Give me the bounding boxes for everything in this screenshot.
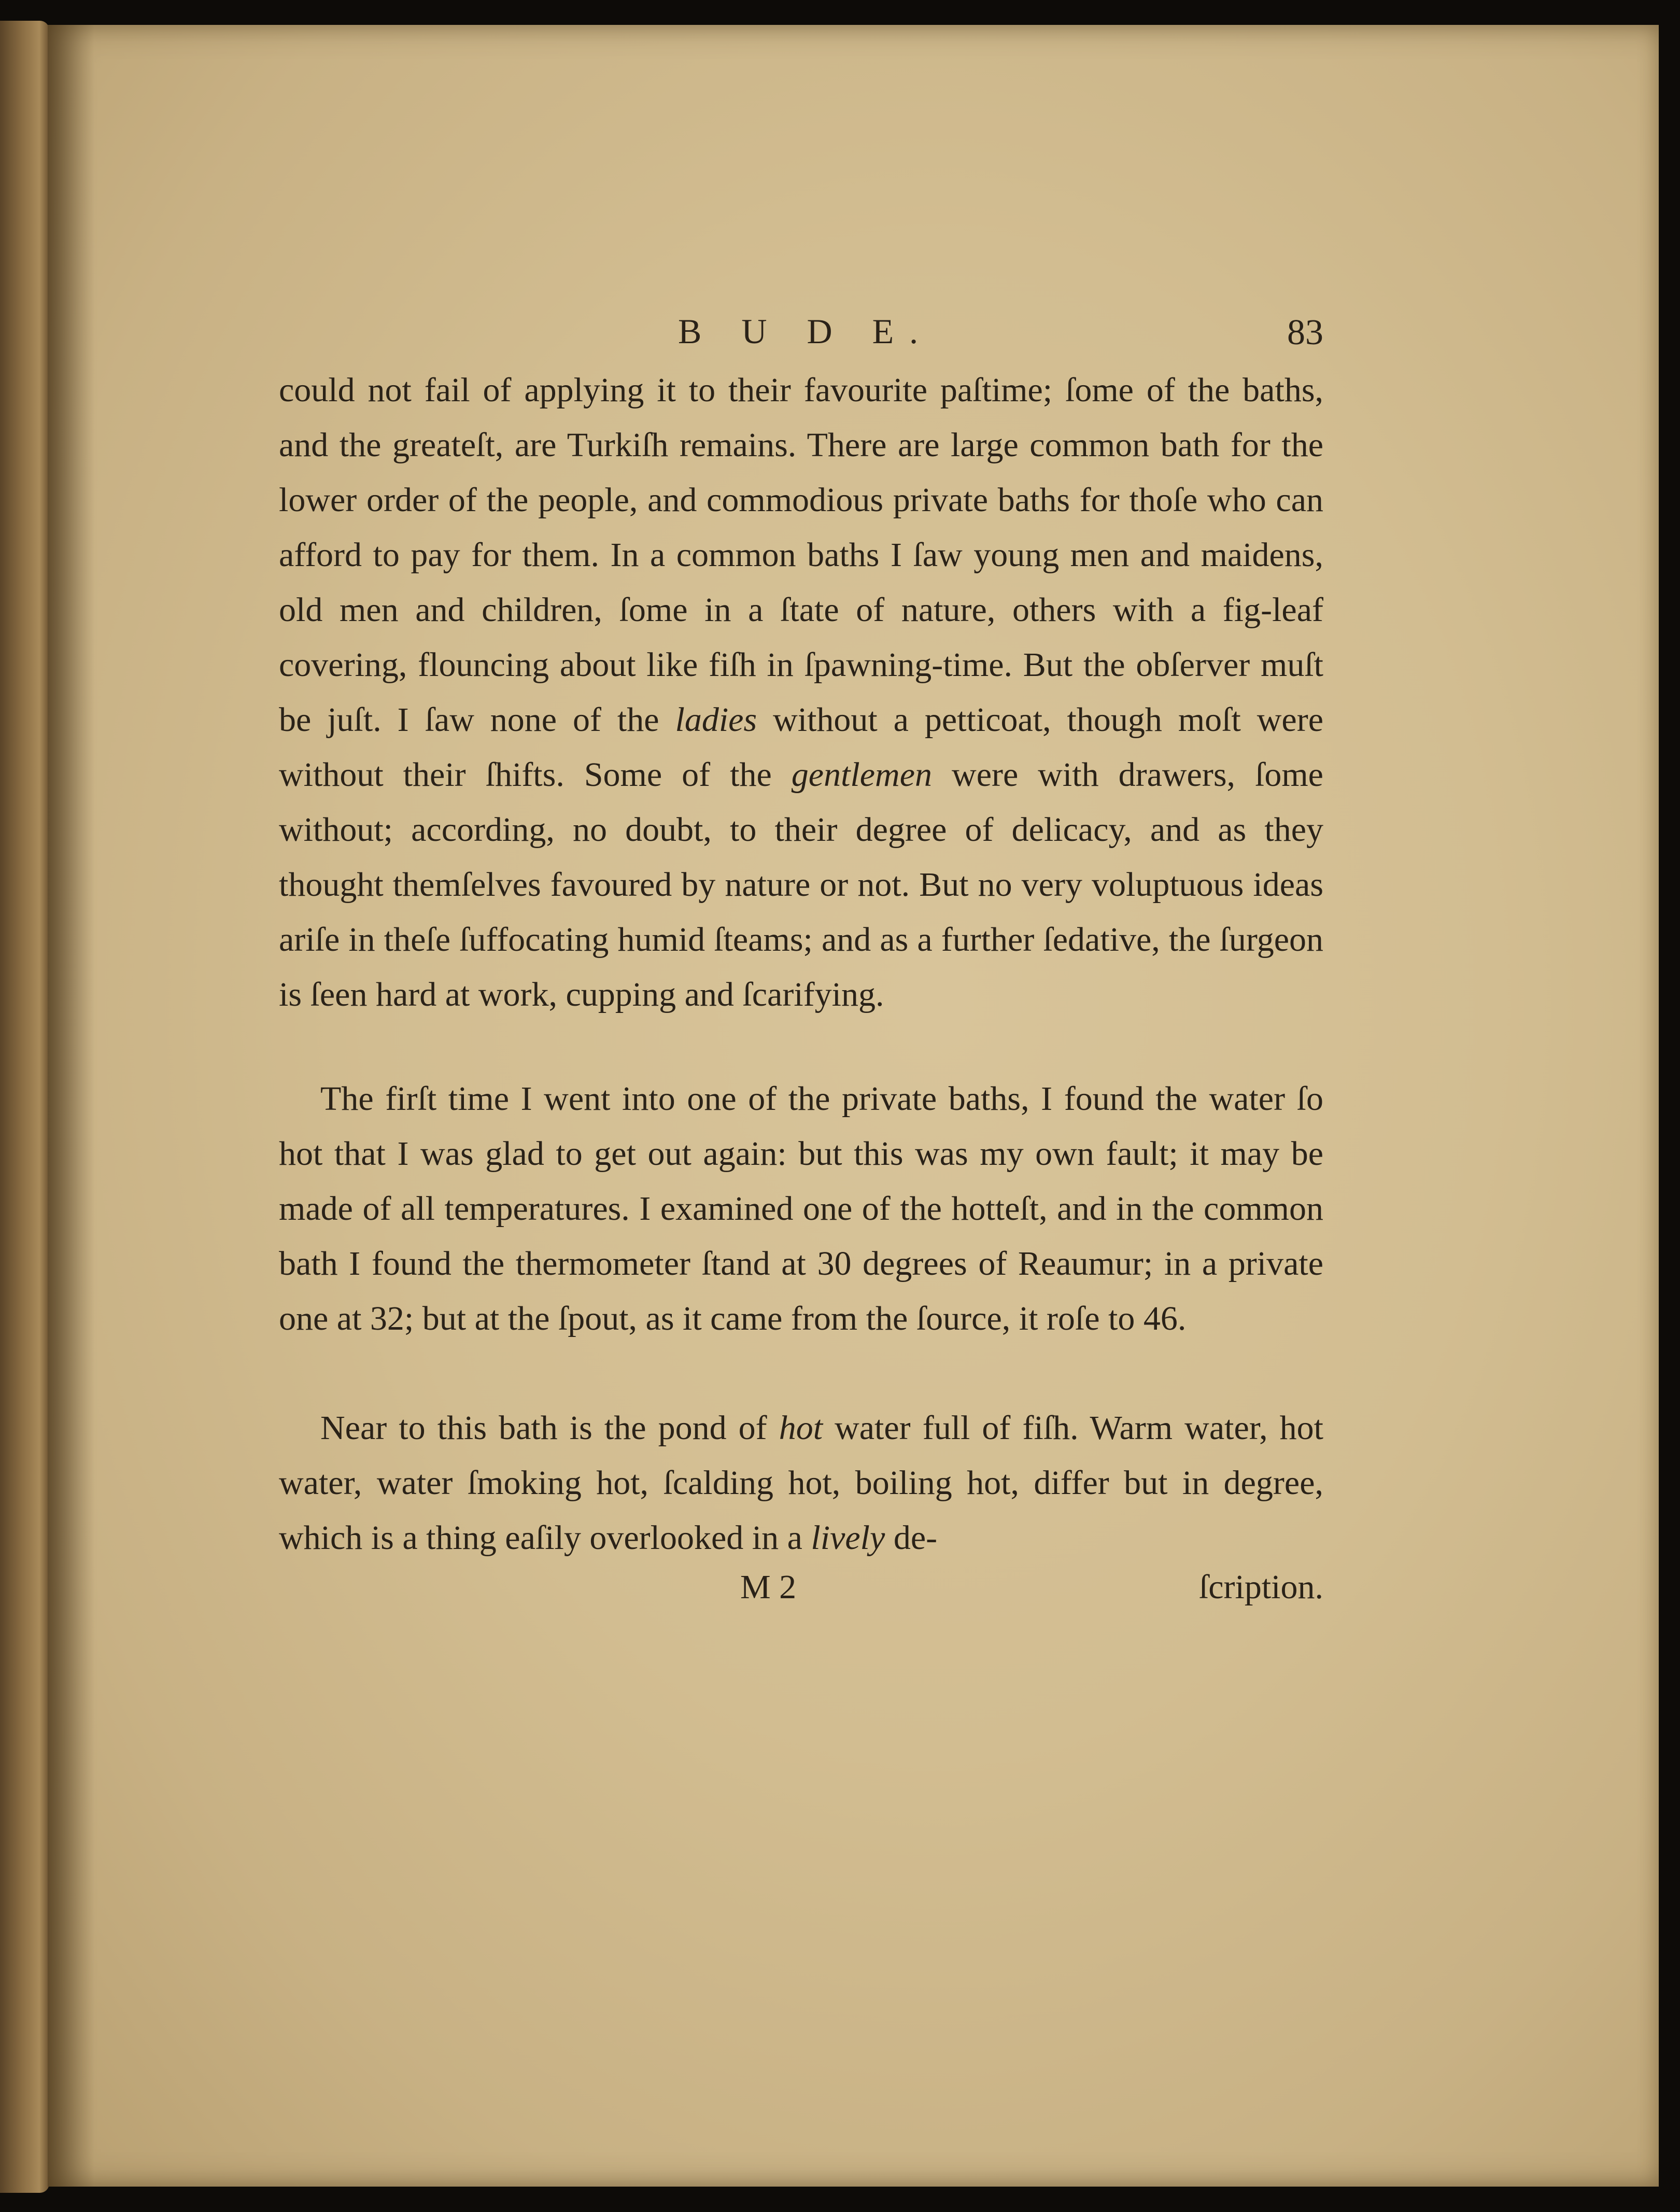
paragraph-3 [279,1401,1323,1566]
running-title: B U D E. [678,312,934,351]
page-number: 83 [1287,313,1323,353]
catchword: ſcription. [1198,1568,1323,1606]
text-run: de- [885,1519,938,1557]
paragraph-1 [279,363,1323,1022]
italic-text: hot [779,1409,823,1447]
italic-text: gentlemen [791,756,933,794]
text-run: water full of fiſh. Warm water, hot water, water ſmoking hot, ſcalding hot, boiling hot, differ but in degree, which is a thing eaſily overlooked in a [279,1409,1323,1557]
signature-mark: M 2 [740,1568,797,1606]
text-run: The firſt time I went into one of the private baths, I found the water ſo hot that I was glad to get out again: but this was my own fault; it may be made of all temperatures. I examined one of the hotteſt, and in the common bath I found the thermometer ſtand at 30 degrees of Reaumur; in a private one at 32; but at the ſpout, as it came from the ſource, it roſe to 46. [279,1080,1323,1337]
page-footer [279,1568,1323,1619]
text-run: Near to this bath is the pond of [320,1409,779,1447]
left-page-edge [0,21,49,2193]
page-text-block [279,301,1323,1619]
italic-text: lively [811,1519,885,1557]
text-run: were with drawers, ſome without; according, no doubt, to their degree of delicacy, and as they thought themſelves favoured by nature or not. But no very voluptuous ideas ariſe in theſe ſuffocating humid ſteams; and as a further ſedative, the ſurgeon is ſeen hard at work, cupping and ſcarifying. [279,756,1323,1013]
italic-text: ladies [675,701,757,739]
paragraph-2 [279,1072,1323,1346]
spine-shadow [48,25,94,2187]
running-head [279,301,1323,363]
text-run: without a petticoat, though moſt were without their ſhifts. Some of the [279,701,1323,794]
text-run: could not fail of applying it to their favourite paſtime; ſome of the baths, and the greateſt, are Turkiſh remains. There are large common bath for the lower order of the people, and commodious private baths for thoſe who can afford to pay for them. In a common baths I ſaw young men and maidens, old men and children, ſome in a ſtate of nature, others with a fig-leaf covering, flouncing about like fiſh in ſpawning-time. But the obſerver muſt be juſt. I ſaw none of the [279,371,1323,739]
